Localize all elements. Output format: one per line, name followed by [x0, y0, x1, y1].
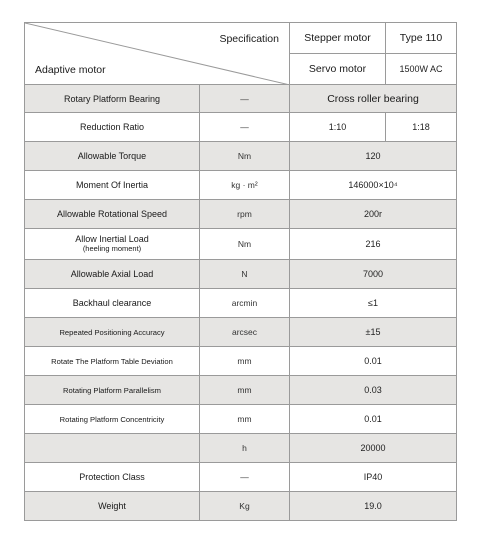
row-value-stepper: 1:10: [290, 113, 386, 142]
row-value: 0.01: [290, 347, 457, 376]
row-value: 200r: [290, 200, 457, 229]
specification-header: Specification: [219, 33, 279, 45]
table-row: [25, 434, 457, 463]
row-unit: mm: [200, 405, 290, 434]
row-label: Repeated Positioning Accuracy: [25, 318, 200, 347]
row-value: 216: [290, 229, 457, 260]
row-value: IP40: [290, 463, 457, 492]
table-row: [25, 289, 457, 318]
row-label: Rotating Platform Parallelism: [25, 376, 200, 405]
row-label-sub: (heeling moment): [82, 244, 142, 253]
row-unit: N: [200, 260, 290, 289]
row-value: 7000: [290, 260, 457, 289]
row-value: Cross roller bearing: [290, 85, 457, 113]
table-row: [25, 85, 457, 113]
row-label: Moment Of Inertia: [25, 171, 200, 200]
servo-motor-header: Servo motor: [290, 54, 386, 85]
row-unit: —: [200, 113, 290, 142]
table-row: [25, 229, 457, 260]
table-row: [25, 376, 457, 405]
row-label-main: Allow Inertial Load: [75, 234, 149, 244]
row-value: 20000: [290, 434, 457, 463]
row-label: Allowable Rotational Speed: [25, 200, 200, 229]
row-value: 19.0: [290, 492, 457, 521]
row-unit: —: [200, 463, 290, 492]
row-unit: Kg: [200, 492, 290, 521]
row-label: Rotating Platform Concentricity: [25, 405, 200, 434]
row-label: [25, 434, 200, 463]
table-row: [25, 405, 457, 434]
header-diagonal-cell: [25, 23, 290, 85]
servo-motor-value: 1500W AC: [386, 54, 457, 85]
table-row: [25, 171, 457, 200]
row-label: [25, 229, 200, 260]
row-label: Allowable Torque: [25, 142, 200, 171]
table-row: [25, 142, 457, 171]
table-row: [25, 492, 457, 521]
table-row: [25, 463, 457, 492]
row-label: Backhaul clearance: [25, 289, 200, 318]
row-unit: h: [200, 434, 290, 463]
row-unit: rpm: [200, 200, 290, 229]
row-label: Rotate The Platform Table Deviation: [25, 347, 200, 376]
table-row: [25, 200, 457, 229]
row-label: Reduction Ratio: [25, 113, 200, 142]
type-header: Type 110: [386, 23, 457, 54]
row-value: 120: [290, 142, 457, 171]
table-row: [25, 318, 457, 347]
row-unit: kg · m²: [200, 171, 290, 200]
row-value: 146000×10⁴: [290, 171, 457, 200]
table-row: [25, 113, 457, 142]
row-unit: mm: [200, 376, 290, 405]
row-value-servo: 1:18: [386, 113, 457, 142]
row-unit: arcmin: [200, 289, 290, 318]
table-row: [25, 347, 457, 376]
row-value: ±15: [290, 318, 457, 347]
row-value: 0.01: [290, 405, 457, 434]
row-unit: Nm: [200, 142, 290, 171]
row-label: Protection Class: [25, 463, 200, 492]
row-value: ≤1: [290, 289, 457, 318]
row-label: Allowable Axial Load: [25, 260, 200, 289]
row-unit: mm: [200, 347, 290, 376]
specification-table: [24, 22, 457, 521]
row-label: Rotary Platform Bearing: [25, 85, 200, 113]
row-value: 0.03: [290, 376, 457, 405]
row-unit: arcsec: [200, 318, 290, 347]
stepper-motor-header: Stepper motor: [290, 23, 386, 54]
table-row: [25, 260, 457, 289]
row-unit: —: [200, 85, 290, 113]
row-unit: Nm: [200, 229, 290, 260]
row-label: Weight: [25, 492, 200, 521]
adaptive-motor-header: Adaptive motor: [35, 64, 106, 76]
